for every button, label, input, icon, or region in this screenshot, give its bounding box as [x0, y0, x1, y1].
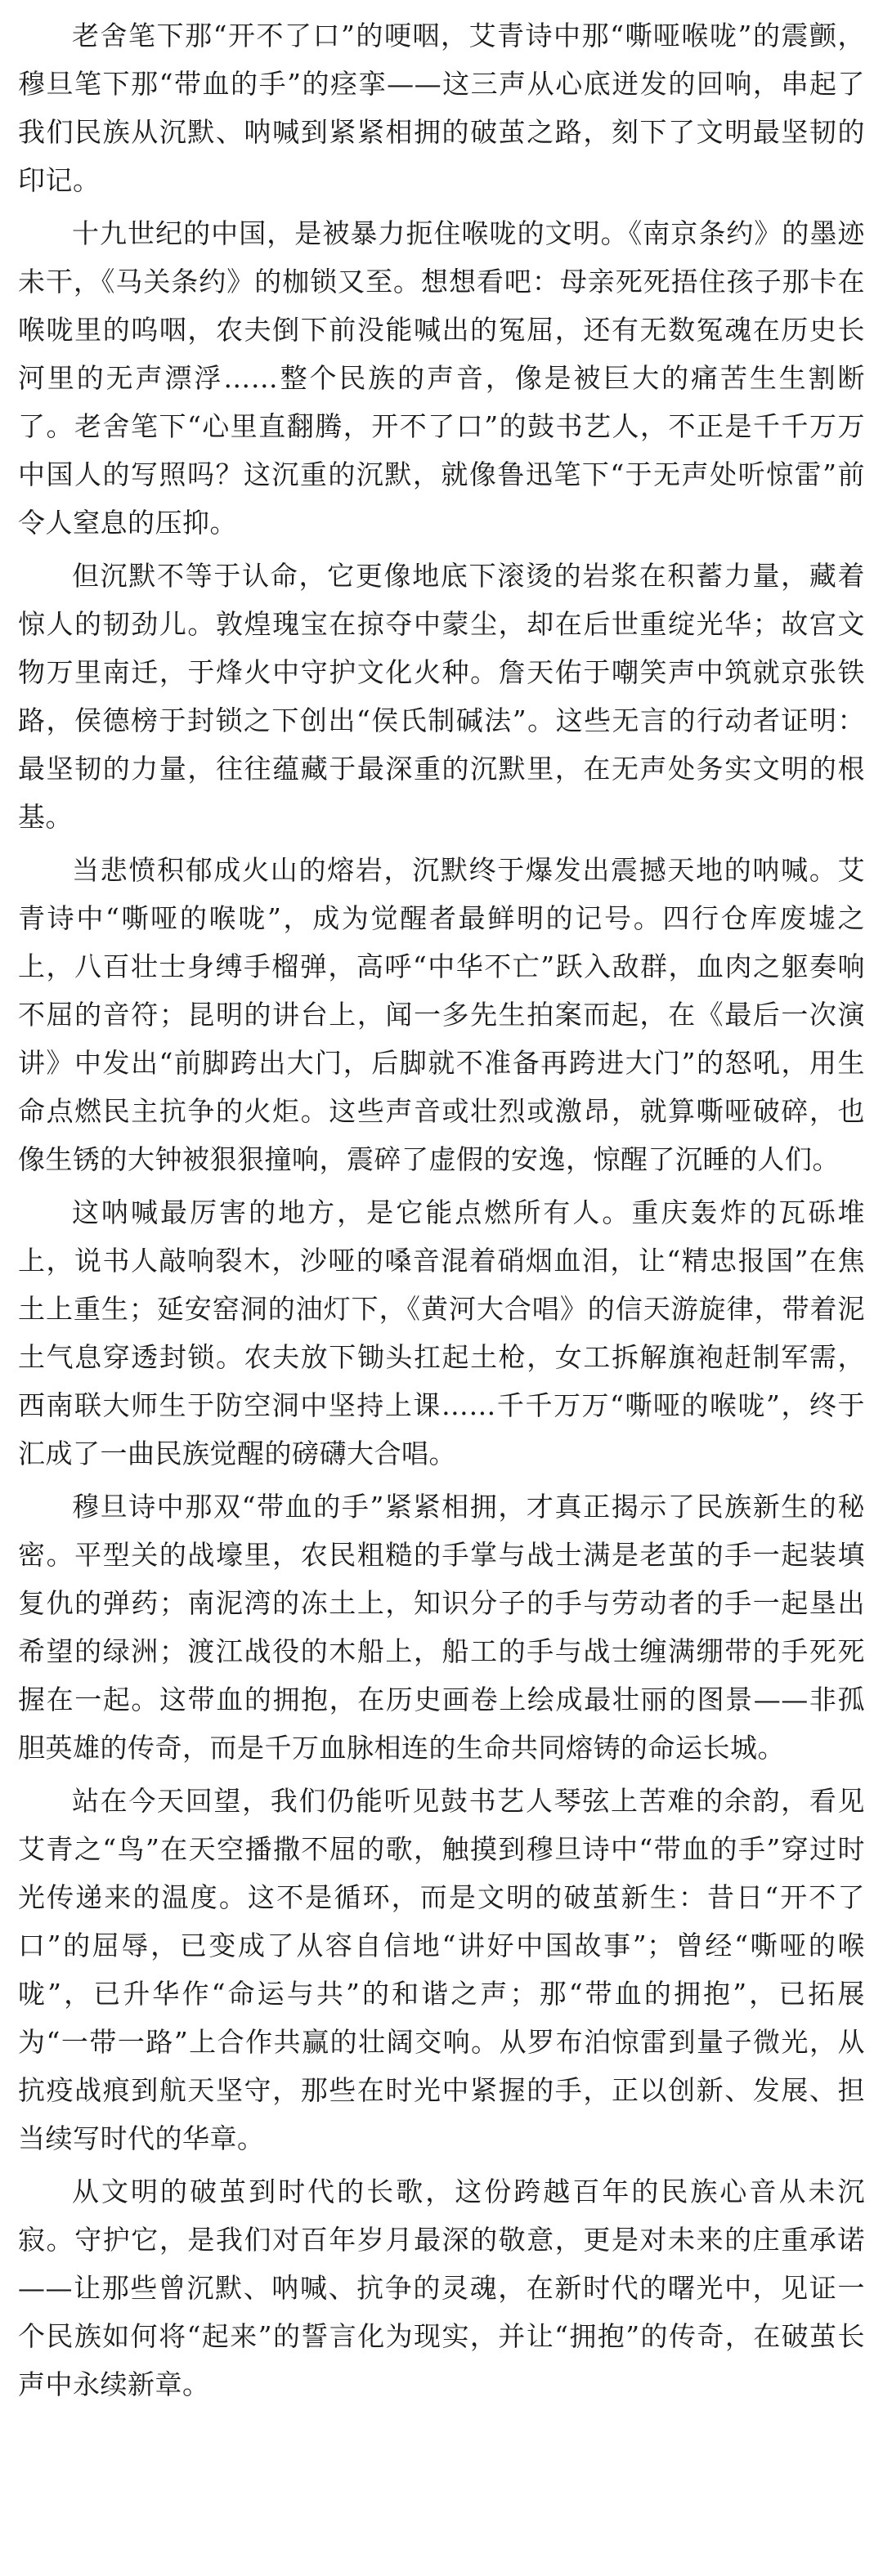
- paragraph-4: 当悲愤积郁成火山的熔岩，沉默终于爆发出震撼天地的呐喊。艾青诗中“嘶哑的喉咙”，成为觉醒者最鲜明的记号。四行仓库废墟之上，八百壮士身缚手榴弹，高呼“中华不亡”跃入敌群，血肉之躯奏响不屈的音符；昆明的讲台上，闻一多先生拍案而起，在《最后一次演讲》中发出“前脚跨出大门，后脚就不准备再跨进大门”的怒吼，用生命点燃民主抗争的火炬。这些声音或壮烈或激昂，就算嘶哑破碎，也像生锈的大钟被狠狠撞响，震碎了虚假的安逸，惊醒了沉睡的人们。: [18, 854, 865, 1175]
- paragraph-1: 老舍笔下那“开不了口”的哽咽，艾青诗中那“嘶哑喉咙”的震颤，穆旦笔下那“带血的手”的痉挛——这三声从心底迸发的回响，串起了我们民族从沉默、呐喊到紧紧相拥的破茧之路，刻下了文明最坚韧的印记。: [18, 20, 865, 196]
- paragraph-2: 十九世纪的中国，是被暴力扼住喉咙的文明。《南京条约》的墨迹未干，《马关条约》的枷锁又至。想想看吧：母亲死死捂住孩子那卡在喉咙里的呜咽，农夫倒下前没能喊出的冤屈，还有无数冤魂在历史长河里的无声漂浮……整个民族的声音，像是被巨大的痛苦生生割断了。老舍笔下“心里直翻腾，开不了口”的鼓书艺人，不正是千千万万中国人的写照吗？这沉重的沉默，就像鲁迅笔下“于无声处听惊雷”前令人窒息的压抑。: [18, 217, 865, 539]
- paragraph-5: 这呐喊最厉害的地方，是它能点燃所有人。重庆轰炸的瓦砾堆上，说书人敲响裂木，沙哑的嗓音混着硝烟血泪，让“精忠报国”在焦土上重生；延安窑洞的油灯下，《黄河大合唱》的信天游旋律，带着泥土气息穿透封锁。农夫放下锄头扛起土枪，女工拆解旗袍赶制军需，西南联大师生于防空洞中坚持上课……千千万万“嘶哑的喉咙”，终于汇成了一曲民族觉醒的磅礴大合唱。: [18, 1196, 865, 1469]
- paragraph-6: 穆旦诗中那双“带血的手”紧紧相拥，才真正揭示了民族新生的秘密。平型关的战壕里，农民粗糙的手掌与战士满是老茧的手一起装填复仇的弹药；南泥湾的冻土上，知识分子的手与劳动者的手一起垦出希望的绿洲；渡江战役的木船上，船工的手与战士缠满绷带的手死死握在一起。这带血的拥抱，在历史画卷上绘成最壮丽的图景——非孤胆英雄的传奇，而是千万血脉相连的生命共同熔铸的命运长城。: [18, 1491, 865, 1764]
- paragraph-3: 但沉默不等于认命，它更像地底下滚烫的岩浆在积蓄力量，藏着惊人的韧劲儿。敦煌瑰宝在掠夺中蒙尘，却在后世重绽光华；故宫文物万里南迁，于烽火中守护文化火种。詹天佑于嘲笑声中筑就京张铁路，侯德榜于封锁之下创出“侯氏制碱法”。这些无言的行动者证明：最坚韧的力量，往往蕴藏于最深重的沉默里，在无声处务实文明的根基。: [18, 560, 865, 833]
- paragraph-8: 从文明的破茧到时代的长歌，这份跨越百年的民族心音从未沉寂。守护它，是我们对百年岁月最深的敬意，更是对未来的庄重承诺——让那些曾沉默、呐喊、抗争的灵魂，在新时代的曙光中，见证一个民族如何将“起来”的誓言化为现实，并让“拥抱”的传奇，在破茧长声中永续新章。: [18, 2176, 865, 2400]
- paragraph-7: 站在今天回望，我们仍能听见鼓书艺人琴弦上苦难的余韵，看见艾青之“鸟”在天空播撒不屈的歌，触摸到穆旦诗中“带血的手”穿过时光传递来的温度。这不是循环，而是文明的破茧新生：昔日“开不了口”的屈辱，已变成了从容自信地“讲好中国故事”；曾经“嘶哑的喉咙”，已升华作“命运与共”的和谐之声；那“带血的拥抱”，已拓展为“一带一路”上合作共赢的壮阔交响。从罗布泊惊雷到量子微光，从抗疫战痕到航天坚守，那些在时光中紧握的手，正以创新、发展、担当续写时代的华章。: [18, 1785, 865, 2154]
